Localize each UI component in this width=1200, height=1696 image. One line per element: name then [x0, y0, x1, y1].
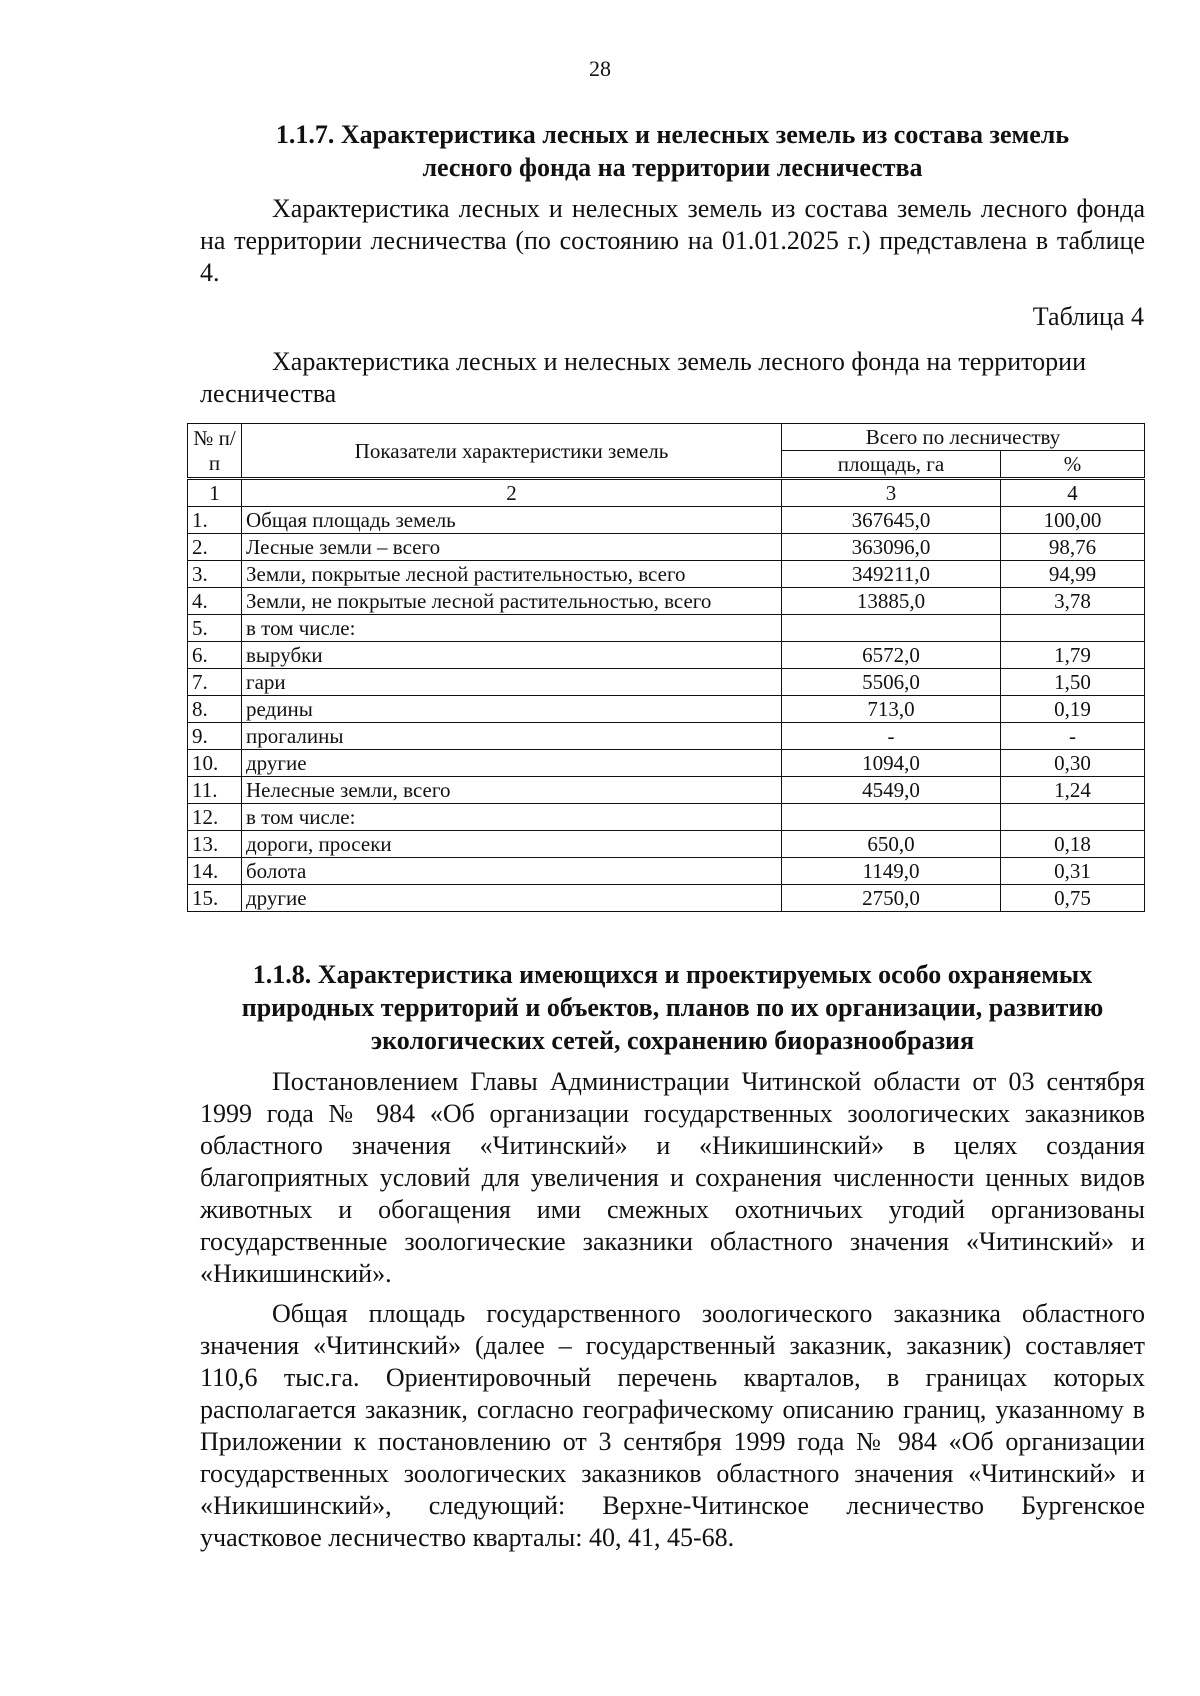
row-area-cell: 713,0	[782, 696, 1001, 723]
row-number-cell: 4.	[188, 588, 242, 615]
row-area-cell: -	[782, 723, 1001, 750]
row-indicator-cell: Земли, покрытые лесной растительностью, всего	[242, 561, 782, 588]
row-indicator-cell: другие	[242, 885, 782, 912]
row-number-cell: 7.	[188, 669, 242, 696]
row-percent-cell: 94,99	[1001, 561, 1145, 588]
row-area-cell: 2750,0	[782, 885, 1001, 912]
header-indicator: Показатели характеристики земель	[242, 424, 782, 479]
section-2-paragraph-2: Общая площадь государственного зоологического заказника областного значения «Читинский» (далее – государственный заказник, заказник) составляет 110,6 тыс.га. Ориентировочный перечень кварталов, в границах которых располагается заказник, согласно географическому описанию границ, указанному в Приложении к постановлению от 3 сентября 1999 года № 984 «Об организации государственных зоологических заказников областного значения «Читинский» и «Никишинский», следующий: Верхне-Читинское лесничество Бургенское участковое лесничество кварталы: 40, 41, 45-68.	[200, 1299, 1145, 1552]
table-row	[188, 588, 1145, 615]
row-number-cell: 14.	[188, 858, 242, 885]
row-percent-cell: 0,75	[1001, 885, 1145, 912]
header-total: Всего по лесничеству	[782, 424, 1145, 451]
header-number: № п/п	[188, 424, 242, 479]
row-indicator-cell: болота	[242, 858, 782, 885]
row-percent-cell	[1001, 615, 1145, 642]
section-heading-1-1-8	[200, 958, 1145, 1057]
row-percent-cell: 0,31	[1001, 858, 1145, 885]
row-percent-cell: 1,24	[1001, 777, 1145, 804]
table-label: Таблица 4	[1032, 302, 1144, 331]
row-number-cell: 13.	[188, 831, 242, 858]
row-number-cell: 6.	[188, 642, 242, 669]
table-row	[188, 669, 1145, 696]
row-indicator-cell: гари	[242, 669, 782, 696]
table-row	[188, 507, 1145, 534]
section-heading-1-1-7	[200, 118, 1145, 184]
table-row	[188, 723, 1145, 750]
row-indicator-cell: редины	[242, 696, 782, 723]
heading-line: 1.1.8. Характеристика имеющихся и проектируемых особо охраняемых	[252, 960, 1093, 989]
table-row	[188, 696, 1145, 723]
table-row	[188, 885, 1145, 912]
row-area-cell	[782, 615, 1001, 642]
row-area-cell: 349211,0	[782, 561, 1001, 588]
row-percent-cell: 0,30	[1001, 750, 1145, 777]
row-percent-cell	[1001, 804, 1145, 831]
table-row	[188, 777, 1145, 804]
row-indicator-cell: другие	[242, 750, 782, 777]
table-header-row	[188, 424, 1145, 451]
row-area-cell: 1149,0	[782, 858, 1001, 885]
row-indicator-cell: Лесные земли – всего	[242, 534, 782, 561]
row-area-cell: 6572,0	[782, 642, 1001, 669]
row-area-cell: 363096,0	[782, 534, 1001, 561]
row-area-cell: 13885,0	[782, 588, 1001, 615]
page-number: 28	[589, 56, 611, 81]
table-row	[188, 561, 1145, 588]
table-row	[188, 615, 1145, 642]
row-indicator-cell: Земли, не покрытые лесной растительностью, всего	[242, 588, 782, 615]
row-percent-cell: -	[1001, 723, 1145, 750]
row-percent-cell: 3,78	[1001, 588, 1145, 615]
row-indicator-cell: прогалины	[242, 723, 782, 750]
row-percent-cell: 98,76	[1001, 534, 1145, 561]
row-percent-cell: 1,50	[1001, 669, 1145, 696]
table-row	[188, 831, 1145, 858]
table-caption: Характеристика лесных и нелесных земель лесного фонда на территории лесничества	[200, 347, 1087, 408]
row-number-cell: 8.	[188, 696, 242, 723]
table-row	[188, 858, 1145, 885]
row-number-cell: 3.	[188, 561, 242, 588]
header-area: площадь, га	[782, 451, 1001, 479]
section-2-paragraph-1: Постановлением Главы Администрации Читинской области от 03 сентября 1999 года № 984 «Об организации государственных зоологических заказников областного значения «Читинский» и «Никишинский» в целях создания благоприятных условий для увеличения и сохранения численности ценных видов животных и обогащения ими смежных охотничьих угодий организованы государственные зоологические заказники областного значения «Читинский» и «Никишинский».	[200, 1067, 1145, 1288]
column-number: 4	[1001, 479, 1145, 507]
heading-line: природных территорий и объектов, планов по их организации, развитию	[241, 993, 1104, 1022]
heading-line: лесного фонда на территории лесничества	[422, 153, 923, 182]
table-row	[188, 750, 1145, 777]
row-area-cell: 367645,0	[782, 507, 1001, 534]
heading-line: 1.1.7. Характеристика лесных и нелесных земель из состава земель	[275, 120, 1070, 149]
table-row	[188, 804, 1145, 831]
row-indicator-cell: вырубки	[242, 642, 782, 669]
row-number-cell: 11.	[188, 777, 242, 804]
row-percent-cell: 1,79	[1001, 642, 1145, 669]
row-number-cell: 9.	[188, 723, 242, 750]
row-indicator-cell: в том числе:	[242, 804, 782, 831]
row-number-cell: 1.	[188, 507, 242, 534]
row-number-cell: 12.	[188, 804, 242, 831]
row-number-cell: 2.	[188, 534, 242, 561]
row-indicator-cell: дороги, просеки	[242, 831, 782, 858]
row-percent-cell: 0,18	[1001, 831, 1145, 858]
header-percent: %	[1001, 451, 1145, 479]
row-area-cell: 4549,0	[782, 777, 1001, 804]
column-number: 1	[188, 479, 242, 507]
row-indicator-cell: Общая площадь земель	[242, 507, 782, 534]
row-number-cell: 10.	[188, 750, 242, 777]
table-row	[188, 534, 1145, 561]
land-characteristics-table	[187, 423, 1145, 912]
row-number-cell: 5.	[188, 615, 242, 642]
row-indicator-cell: Нелесные земли, всего	[242, 777, 782, 804]
row-area-cell	[782, 804, 1001, 831]
row-number-cell: 15.	[188, 885, 242, 912]
row-percent-cell: 100,00	[1001, 507, 1145, 534]
table-row	[188, 642, 1145, 669]
column-number: 3	[782, 479, 1001, 507]
row-area-cell: 1094,0	[782, 750, 1001, 777]
row-area-cell: 650,0	[782, 831, 1001, 858]
row-area-cell: 5506,0	[782, 669, 1001, 696]
section-1-paragraph: Характеристика лесных и нелесных земель из состава земель лесного фонда на территории лесничества (по состоянию на 01.01.2025 г.) представлена в таблице 4.	[200, 194, 1145, 287]
column-number: 2	[242, 479, 782, 507]
row-percent-cell: 0,19	[1001, 696, 1145, 723]
column-number-row	[188, 479, 1145, 507]
heading-line: экологических сетей, сохранению биоразнообразия	[370, 1026, 975, 1055]
row-indicator-cell: в том числе:	[242, 615, 782, 642]
